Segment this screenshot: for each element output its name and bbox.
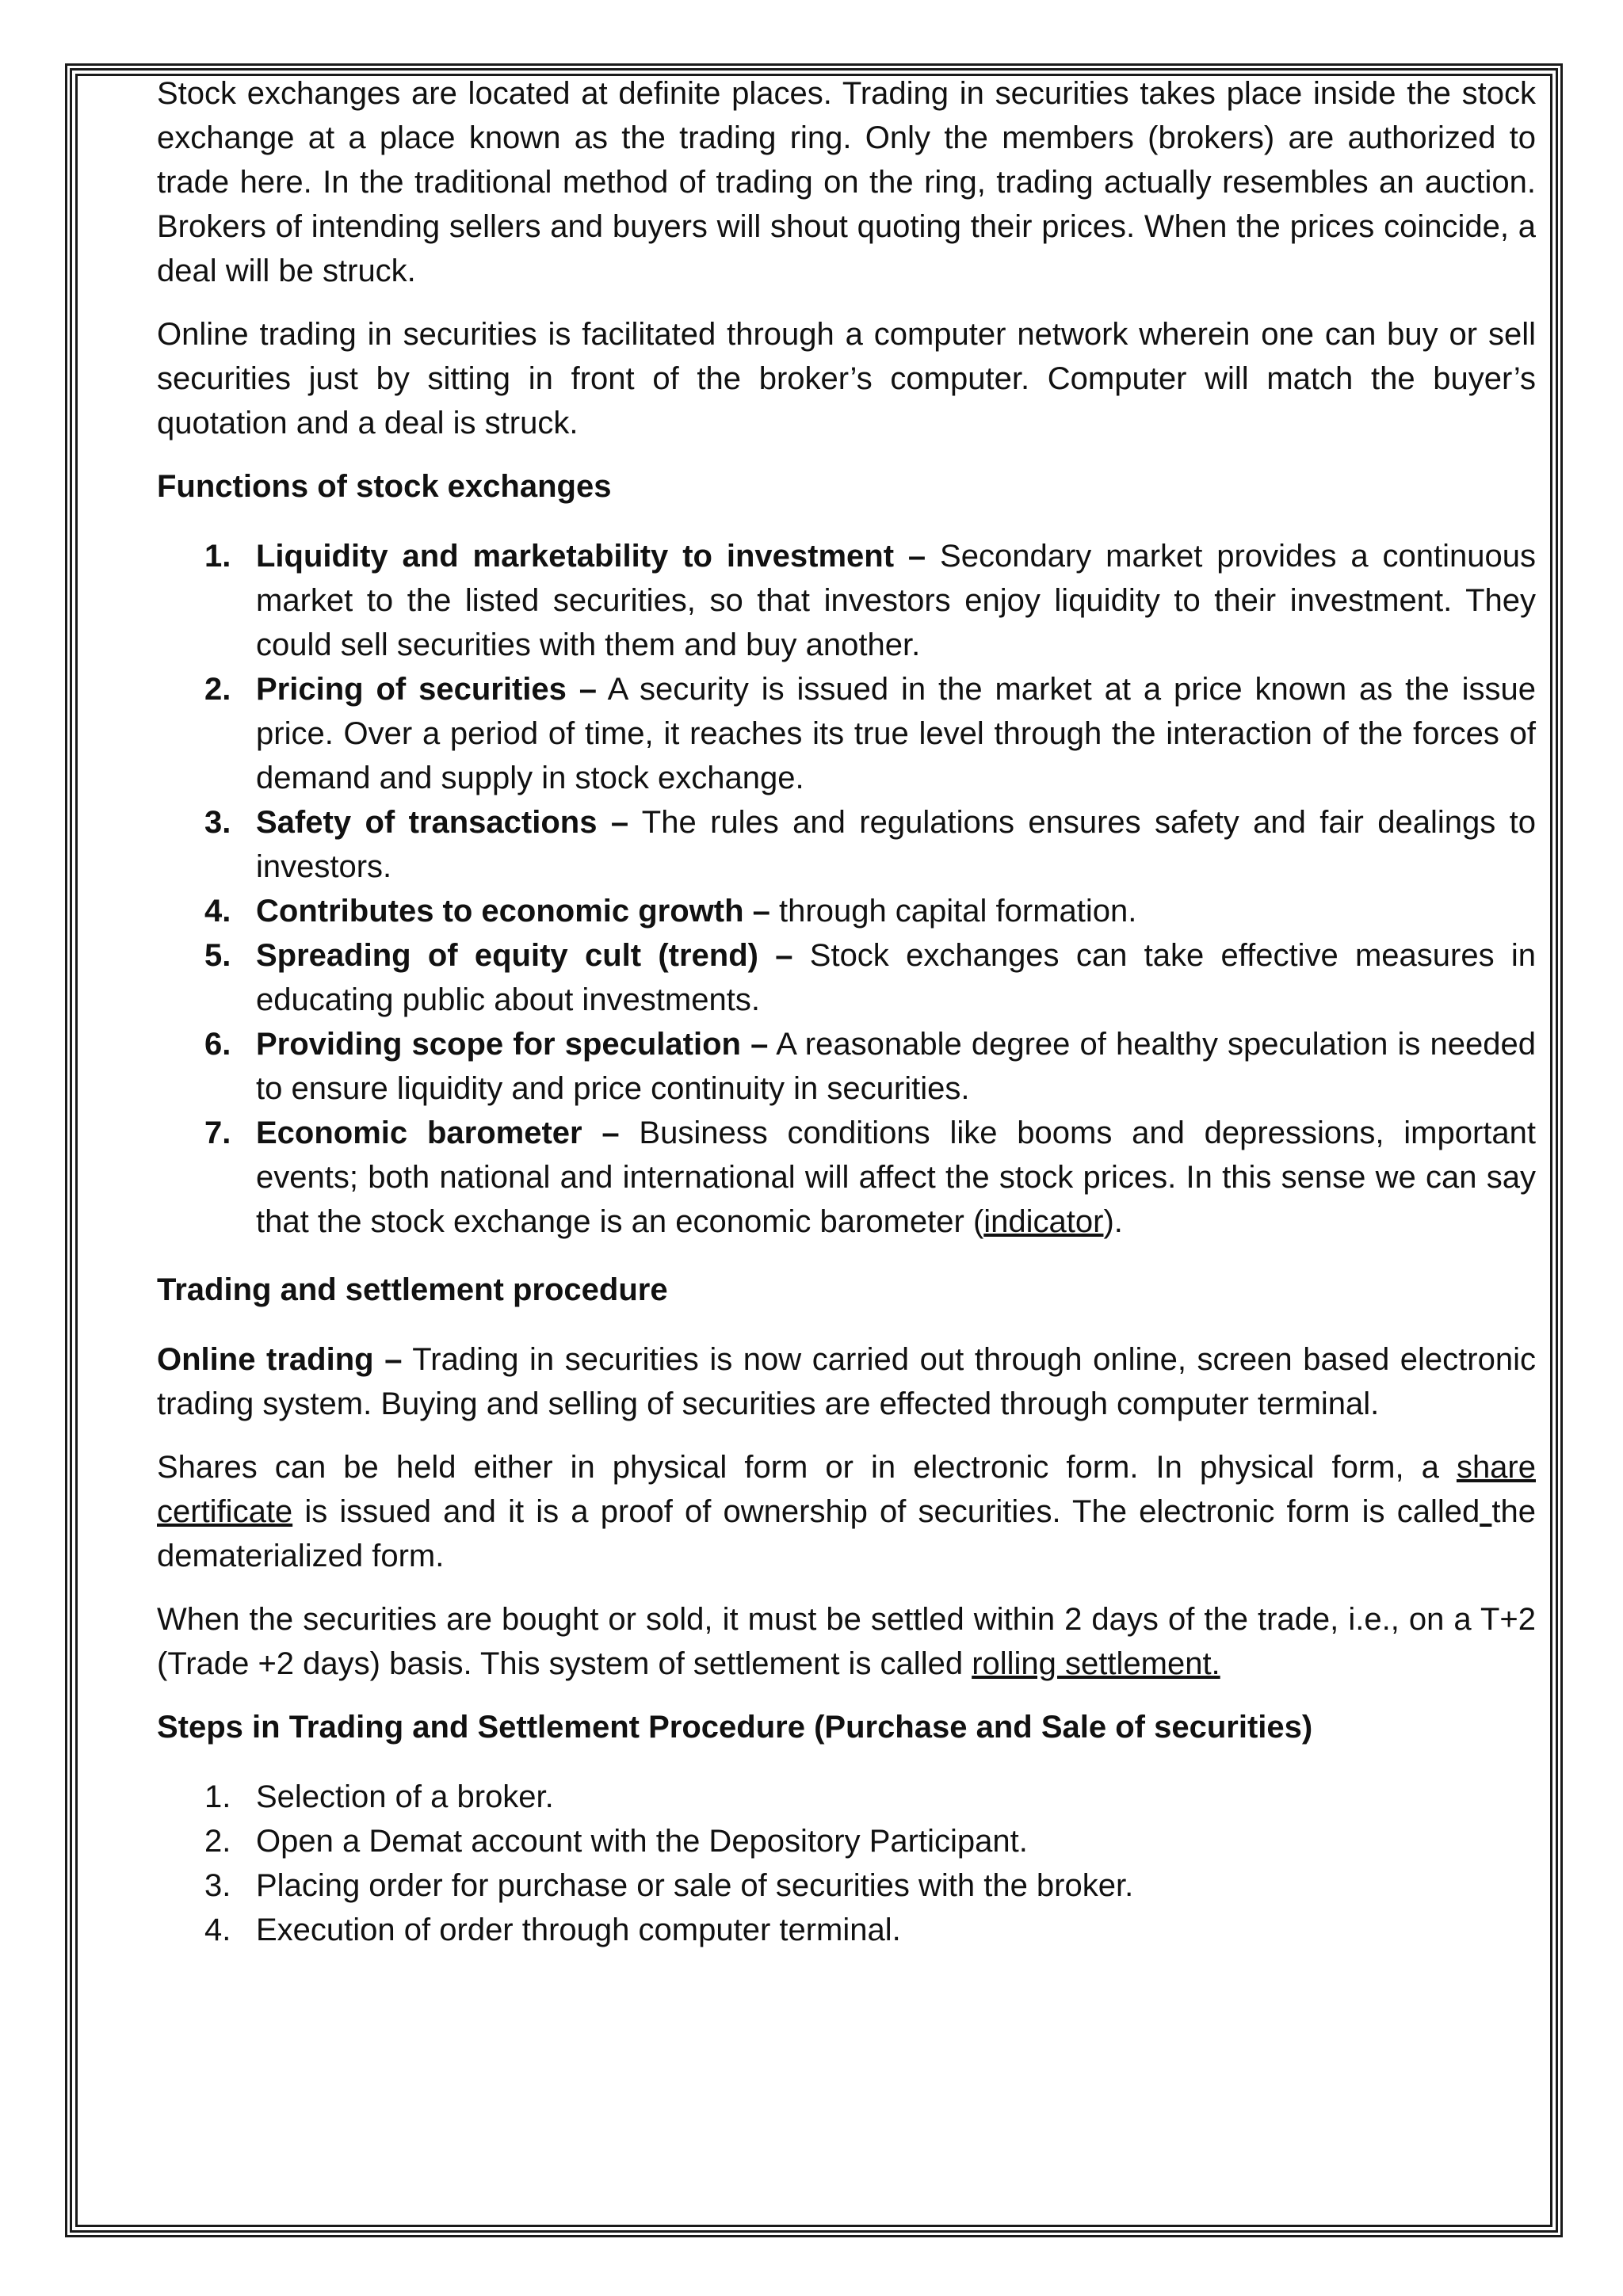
functions-list — [157, 534, 1536, 1244]
list-item — [157, 1908, 1536, 1952]
list-number: 4. — [204, 894, 231, 929]
online-trading-title: Online trading – — [157, 1342, 403, 1377]
list-item — [157, 889, 1536, 933]
shares-text-3: the dematerialized form. — [157, 1494, 1536, 1573]
item-title: Pricing of securities – — [256, 672, 597, 707]
step-text: Open a Demat account with the Depository Participant. — [256, 1824, 1028, 1859]
list-number: 1. — [204, 539, 231, 574]
shares-underscore — [1480, 1494, 1491, 1529]
item-text: Secondary market provides a continuous market to the listed securities, so that investors enjoy liquidity to their investment. They could sell securities with them and buy another. — [256, 539, 1536, 662]
list-number: 5. — [204, 938, 231, 973]
list-number: 3. — [204, 805, 231, 840]
intro-paragraph-2: Online trading in securities is facilitated through a computer network wherein one can buy or sell securities just by sitting in front of the broker’s computer. Computer will match the buyer’s quotation and a deal is struck. — [157, 317, 1536, 441]
step-text: Placing order for purchase or sale of securities with the broker. — [256, 1868, 1134, 1903]
list-item — [157, 1819, 1536, 1863]
list-number: 2. — [204, 672, 231, 707]
list-number: 4. — [204, 1913, 231, 1947]
step-text: Selection of a broker. — [256, 1779, 554, 1814]
item-title: Providing scope for speculation – — [256, 1027, 769, 1062]
online-trading-paragraph — [157, 1337, 1536, 1426]
item-text: A reasonable degree of healthy speculation is needed to ensure liquidity and price continuity in securities. — [256, 1027, 1536, 1106]
intro-paragraph-1: Stock exchanges are located at definite places. Trading in securities takes place inside the stock exchange at a place known as the trading ring. Only the members (brokers) are authorized to trade here. In the traditional method of trading on the ring, trading actually resembles an auction. Brokers of intending sellers and buyers will shout quoting their prices. When the prices coincide, a deal will be struck. — [157, 76, 1536, 288]
functions-heading: Functions of stock exchanges — [157, 469, 612, 504]
shares-text-2: is issued and it is a proof of ownership of securities. The electronic form is called — [292, 1494, 1480, 1529]
list-number: 6. — [204, 1027, 231, 1062]
list-item — [157, 1022, 1536, 1111]
item-text: The rules and regulations ensures safety and fair dealings to investors. — [256, 805, 1537, 884]
item-text: Business conditions like booms and depressions, important events; both national and international will affect the stock prices. In this sense we can say that the stock exchange is an economic barometer ( — [256, 1116, 1536, 1239]
item-title: Spreading of equity cult (trend) – — [256, 938, 793, 973]
settlement-text: When the securities are bought or sold, it must be settled within 2 days of the trade, i.e., on a T+2 (Trade +2 days) basis. This system of settlement is called — [157, 1602, 1536, 1681]
list-item — [157, 933, 1536, 1022]
item-text: Stock exchanges can take effective measures in educating public about investments. — [256, 938, 1537, 1017]
settlement-paragraph — [157, 1597, 1536, 1686]
list-number: 3. — [204, 1868, 231, 1903]
online-trading-text: Trading in securities is now carried out through online, screen based electronic trading system. Buying and selling of securities are effected through computer terminal. — [157, 1342, 1536, 1421]
trading-heading: Trading and settlement procedure — [157, 1272, 668, 1307]
underlined-term: indicator — [983, 1204, 1104, 1239]
list-item — [157, 800, 1536, 889]
item-text: through capital formation. — [769, 894, 1137, 929]
shares-text-1: Shares can be held either in physical form or in electronic form. In physical form, a — [157, 1450, 1457, 1485]
item-text: A security is issued in the market at a price known as the issue price. Over a period of time, it reaches its true level through the interaction of the forces of demand and supply in stock exchange. — [256, 672, 1537, 795]
steps-list — [157, 1775, 1536, 1952]
list-item — [157, 1111, 1536, 1244]
rolling-settlement-term: rolling settlement. — [972, 1646, 1220, 1681]
list-item — [157, 667, 1536, 800]
share-certificate-term: share certificate — [157, 1450, 1536, 1529]
item-title: Economic barometer – — [256, 1116, 620, 1150]
list-number: 2. — [204, 1824, 231, 1859]
item-title: Liquidity and marketability to investment – — [256, 539, 926, 574]
item-title: Contributes to economic growth – — [256, 894, 770, 929]
shares-paragraph — [157, 1445, 1536, 1578]
list-item — [157, 1775, 1536, 1819]
item-title: Safety of transactions – — [256, 805, 629, 840]
step-text: Execution of order through computer terminal. — [256, 1913, 901, 1947]
list-number: 1. — [204, 1779, 231, 1814]
steps-heading: Steps in Trading and Settlement Procedure (Purchase and Sale of securities) — [157, 1710, 1313, 1745]
item-text-end: ). — [1103, 1204, 1123, 1239]
list-item — [157, 1863, 1536, 1908]
list-item — [157, 534, 1536, 667]
list-number: 7. — [204, 1116, 231, 1150]
document-body — [157, 71, 1536, 1952]
